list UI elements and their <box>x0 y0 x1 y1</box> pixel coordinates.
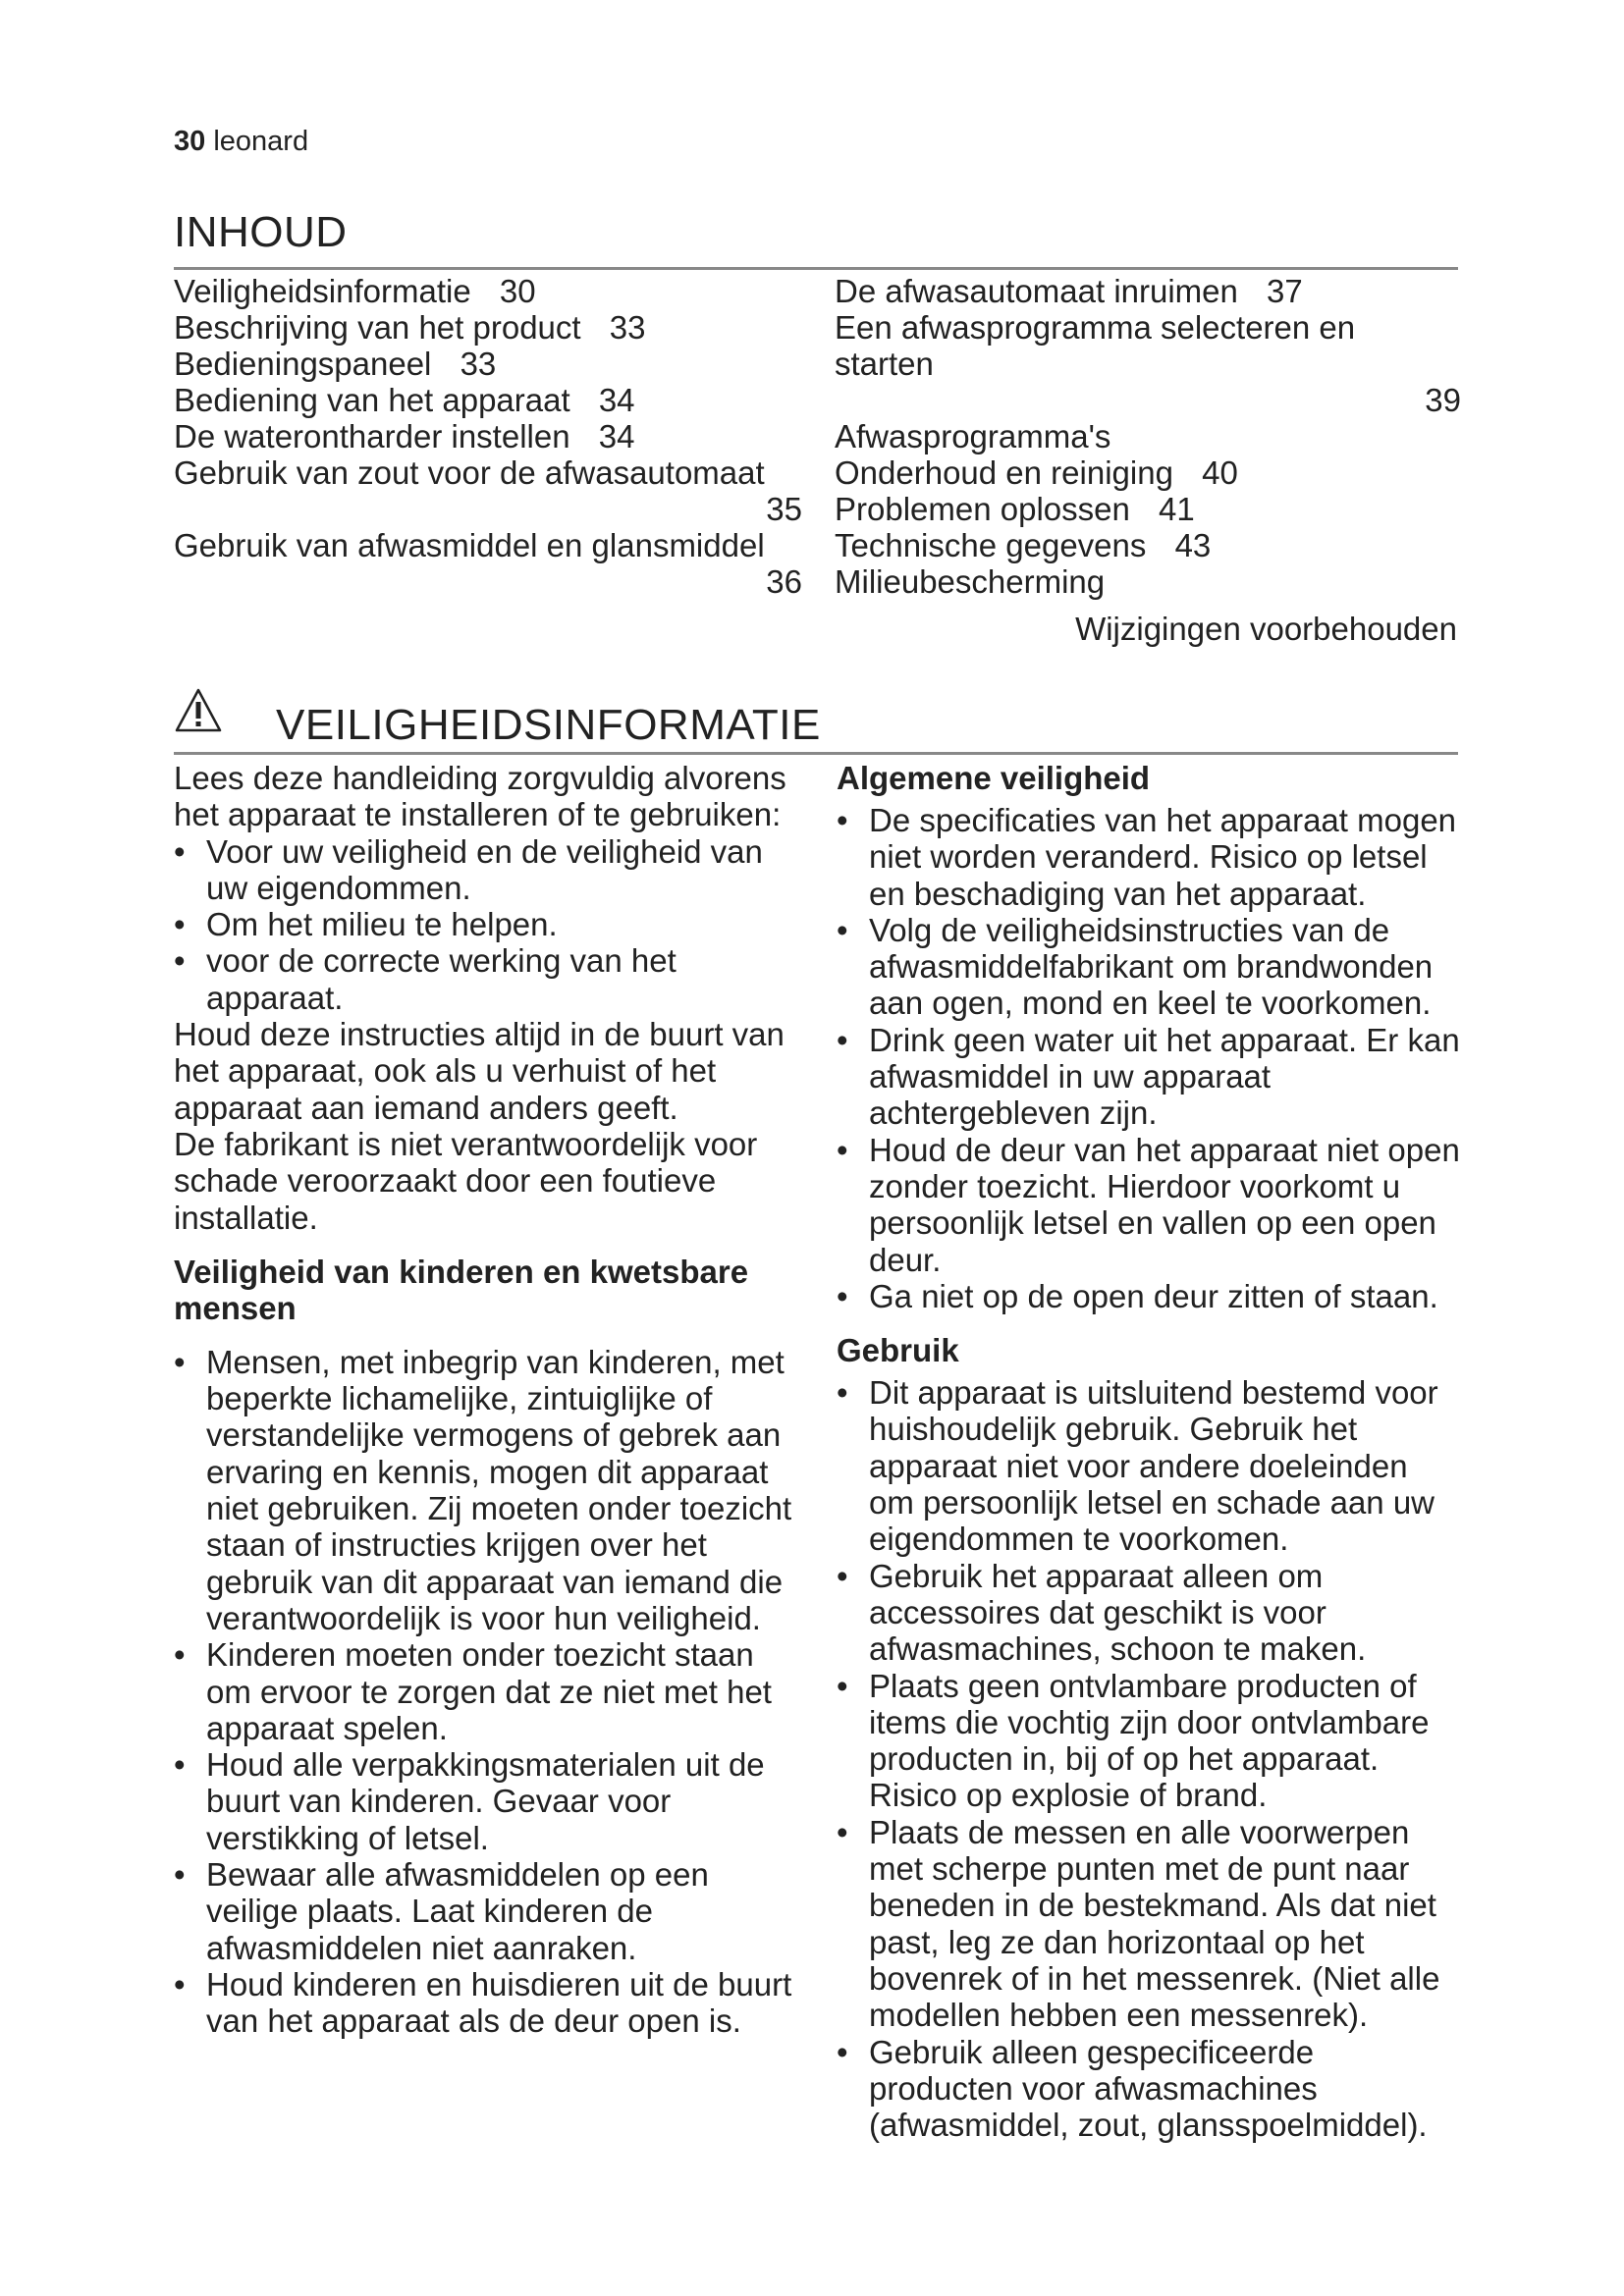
toc-entry-title: Technische gegevens <box>835 527 1147 563</box>
intro-list <box>174 833 797 1016</box>
list-item: • Om het milieu te helpen. <box>174 906 558 943</box>
list-item: • Plaats de messen en alle voorwerpen met scherpe punten met de punt naar beneden in de bestekmand. Als dat niet past, leg ze dan horizontaal op het bovenrek of in het messenrek. (Niet alle modellen hebben een messenrek). <box>837 1813 1440 2034</box>
list-item: • Drink geen water uit het apparaat. Er kan afwasmiddel in uw apparaat achtergebleven zijn. <box>837 1021 1460 1132</box>
list-item: • Voor uw veiligheid en de veiligheid van uw eigendommen. <box>174 832 763 906</box>
toc-entry[interactable] <box>174 309 802 346</box>
toc-entry-page: 41 <box>1159 491 1195 527</box>
toc-entry[interactable] <box>835 418 1461 454</box>
toc-entry[interactable] <box>174 273 802 309</box>
children-list <box>174 1344 797 2040</box>
list-item: • Gebruik alleen gespecificeerde producten voor afwasmachines (afwasmiddel, zout, glansspoelmiddel). <box>837 2033 1428 2144</box>
toc-entry[interactable] <box>174 418 802 454</box>
general-safety-list <box>837 802 1461 1314</box>
safety-right-column <box>837 760 1461 2143</box>
list-item: • Volg de veiligheidsinstructies van de afwasmiddelfabrikant om brandwonden aan ogen, mond en keel te voorkomen. <box>837 911 1434 1022</box>
toc-entry-page: 34 <box>598 382 635 418</box>
warning-icon <box>174 687 223 734</box>
toc-entry-title: De afwasautomaat inruimen <box>835 273 1238 309</box>
list-item: • Gebruik het apparaat alleen om accessoires dat geschikt is voor afwasmachines, schoon te maken. <box>837 1557 1367 1668</box>
toc-entry-title: Bedieningspaneel <box>174 346 432 382</box>
toc-entry-title: Milieubescherming <box>835 563 1106 600</box>
toc-entry-page: 30 <box>499 273 536 309</box>
toc-entry-title: Beschrijving van het product <box>174 309 581 346</box>
brand-name: leonard <box>213 126 309 157</box>
page-number: 30 <box>174 126 206 157</box>
changes-note: Wijzigingen voorbehouden <box>1075 611 1457 647</box>
toc-entry[interactable] <box>835 309 1461 418</box>
toc-entry[interactable] <box>835 491 1461 527</box>
toc-entry-title: Gebruik van afwasmiddel en glansmiddel <box>174 527 765 563</box>
toc-entry-title: Problemen oplossen <box>835 491 1130 527</box>
general-safety-heading: Algemene veiligheid <box>837 760 1151 796</box>
toc-entry-page: 34 <box>598 418 635 454</box>
toc-entry-title: Onderhoud en reiniging <box>835 454 1173 491</box>
toc-entry-page: 40 <box>1202 454 1238 491</box>
toc-entry-page: 33 <box>609 309 646 346</box>
toc-entry[interactable] <box>174 346 802 382</box>
toc-entry[interactable] <box>174 454 802 527</box>
toc-entry-title: De waterontharder instellen <box>174 418 570 454</box>
list-item: • Houd alle verpakkingsmaterialen uit de buurt van kinderen. Gevaar voor verstikking of letsel. <box>174 1746 765 1856</box>
toc-entry[interactable] <box>174 527 802 600</box>
list-item: • Dit apparaat is uitsluitend bestemd voor huishoudelijk gebruik. Gebruik het apparaat niet voor andere doeleinden om persoonlijk letsel en schade aan uw eigendommen te voorkomen. <box>837 1374 1438 1558</box>
toc-title-text: INHOUD <box>174 208 348 256</box>
toc-entry-page: 33 <box>460 346 497 382</box>
list-item: • Plaats geen ontvlambare producten of items die vochtig zijn door ontvlambare producten in, bij of op het apparaat. Risico op explosie of brand. <box>837 1667 1430 1814</box>
list-item: • Kinderen moeten onder toezicht staan om ervoor te zorgen dat ze niet met het apparaat spelen. <box>174 1636 772 1746</box>
list-item: • Houd de deur van het apparaat niet open zonder toezicht. Hierdoor voorkomt u persoonlijk letsel en vallen op een open deur. <box>837 1131 1460 1278</box>
toc-entry-title: Bediening van het apparaat <box>174 382 570 418</box>
toc-entry[interactable] <box>835 527 1461 563</box>
toc-entry-page: 39 <box>1425 382 1461 418</box>
list-item: • Bewaar alle afwasmiddelen op een veilige plaats. Laat kinderen de afwasmiddelen niet aanraken. <box>174 1856 709 1966</box>
toc-entry-title: Veiligheidsinformatie <box>174 273 471 309</box>
toc-entry-page: 35 <box>766 491 802 527</box>
toc-right-column <box>835 273 1461 600</box>
list-item: • Ga niet op de open deur zitten of staan. <box>837 1277 1438 1314</box>
list-item: • voor de correcte werking van het apparaat. <box>174 942 677 1016</box>
toc-entry-page: 43 <box>1174 527 1212 563</box>
toc-left-column <box>174 273 802 600</box>
toc-entry-page: 37 <box>1267 273 1303 309</box>
list-item: • Mensen, met inbegrip van kinderen, met beperkte lichamelijke, zintuiglijke of verstandelijke vermogens of gebrek aan ervaring en kennis, mogen dit apparaat niet gebruiken. Zij moeten onder toezicht staan of instructies krijgen over het gebruik van dit apparaat van iemand die verantwoordelijk is voor hun veiligheid. <box>174 1343 792 1636</box>
intro-text: Lees deze handleiding zorgvuldig alvorens het apparaat te installeren of te gebruiken: <box>174 760 786 833</box>
safety-title <box>174 687 1458 755</box>
list-item: • De specificaties van het apparaat mogen niet worden veranderd. Risico op letsel en beschadiging van het apparaat. <box>837 802 1457 912</box>
toc-entry[interactable] <box>174 382 802 418</box>
toc-title <box>174 208 1458 270</box>
use-list <box>837 1374 1461 2143</box>
toc-entry[interactable] <box>835 273 1461 309</box>
toc-entry[interactable] <box>835 563 1461 600</box>
safety-left-column <box>174 760 797 2040</box>
toc-entry-title: Een afwasprogramma selecteren en starten <box>835 309 1356 382</box>
toc-entry-title: Gebruik van zout voor de afwasautomaat <box>174 454 765 491</box>
page-header <box>174 126 308 158</box>
children-heading: Veiligheid van kinderen en kwetsbare mensen <box>174 1253 749 1326</box>
manufacturer-text: De fabrikant is niet verantwoordelijk voor schade veroorzaakt door een foutieve installatie. <box>174 1125 758 1236</box>
toc-entry[interactable] <box>835 454 1461 491</box>
keep-instructions-text: Houd deze instructies altijd in de buurt van het apparaat, ook als u verhuist of het apparaat aan iemand anders geeft. <box>174 1016 785 1126</box>
toc-entry-page: 36 <box>766 563 802 600</box>
toc-entry-title: Afwasprogramma's <box>835 418 1111 454</box>
list-item: • Houd kinderen en huisdieren uit de buurt van het apparaat als de deur open is. <box>174 1965 792 2040</box>
use-heading: Gebruik <box>837 1332 959 1369</box>
safety-title-text: VEILIGHEIDSINFORMATIE <box>276 701 821 749</box>
